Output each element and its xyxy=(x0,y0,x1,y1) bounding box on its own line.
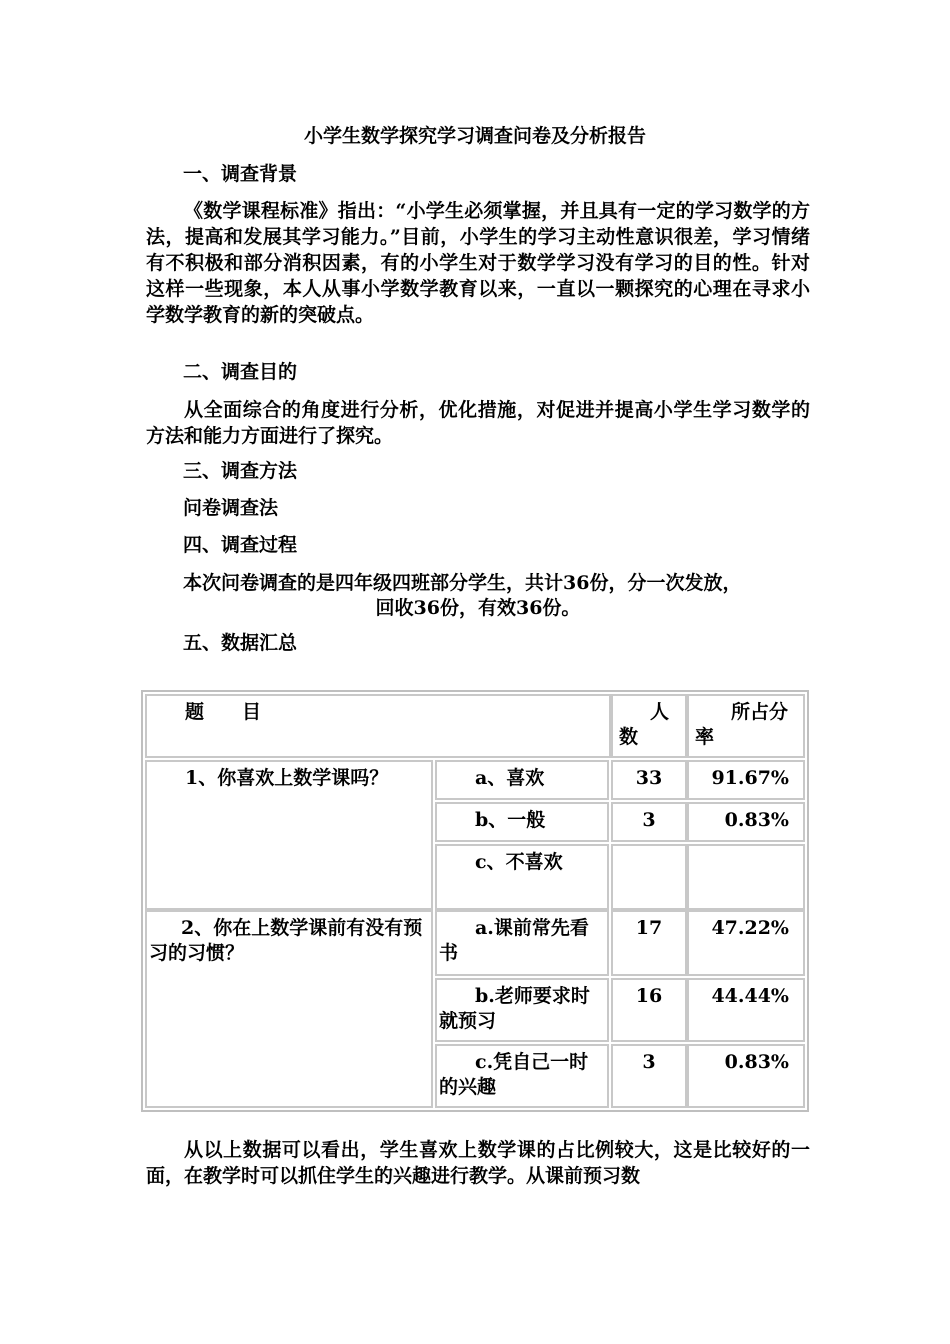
section-heading-data: 五、数据汇总 xyxy=(183,632,298,654)
section-body-process-line1: 本次问卷调查的是四年级四班部分学生，共计36份，分一次发放， xyxy=(183,572,742,594)
table-row-q2-rate-c: 0.83% xyxy=(687,1044,805,1108)
section-heading-purpose: 二、调查目的 xyxy=(183,361,298,383)
table-row-q2-count-c: 3 xyxy=(611,1044,687,1108)
table-header-question: 题 目 xyxy=(145,694,611,758)
table-row-q1-option-b: b、一般 xyxy=(435,802,609,842)
table-row-q1-count-c xyxy=(611,844,687,910)
table-row-q1-question: 1、你喜欢上数学课吗？ xyxy=(145,760,433,910)
section-body-method: 问卷调查法 xyxy=(183,497,279,519)
table-header-rate-part1: 所占分 xyxy=(731,701,789,723)
table-row-q2-rate-b: 44.44% xyxy=(687,978,805,1042)
table-row-q1-option-c: c、不喜欢 xyxy=(435,844,609,910)
section-heading-background: 一、调查背景 xyxy=(183,163,298,185)
table-row-q1-count-a: 33 xyxy=(611,760,687,800)
table-header-rate xyxy=(687,694,805,758)
table-row-q1-rate-c xyxy=(687,844,805,910)
table-row-q2-option-a: a.课前常先看书 xyxy=(435,910,609,976)
data-summary-table xyxy=(141,690,809,1112)
document-title: 小学生数学探究学习调查问卷及分析报告 xyxy=(303,125,646,147)
table-row-q2-question: 2、你在上数学课前有没有预习的习惯？ xyxy=(145,910,433,1108)
table-header-count-part2: 数 xyxy=(619,726,639,748)
table-row-q1-rate-b: 0.83% xyxy=(687,802,805,842)
table-header-count xyxy=(611,694,687,758)
table-header-rate-part2: 率 xyxy=(695,726,715,748)
section-body-process-line2: 回收36份，有效36份。 xyxy=(375,597,581,619)
table-row-q2-option-b: b.老师要求时就预习 xyxy=(435,978,609,1042)
section-body-background: 《数学课程标准》指出：“小学生必须掌握，并且具有一定的学习数学的方法，提高和发展其学习能力。”目前，小学生的学习主动性意识很差，学习情绪有不积极和部分消积因素，有的小学生对于数学学习没有学习的目的性。针对这样一些现象，本人从事小学数学教育以来，一直以一颗探究的心理在寻求小学数学教育的新的突破点。 xyxy=(146,200,810,326)
table-row-q2-rate-a: 47.22% xyxy=(687,910,805,976)
table-row-q2-count-a: 17 xyxy=(611,910,687,976)
section-body-purpose: 从全面综合的角度进行分析，优化措施，对促进并提高小学生学习数学的方法和能力方面进行了探究。 xyxy=(146,399,810,447)
table-header-count-part1: 人 xyxy=(649,701,669,723)
section-heading-method: 三、调查方法 xyxy=(183,460,298,482)
table-row-q1-option-a: a、喜欢 xyxy=(435,760,609,800)
table-row-q2-option-c: c.凭自己一时的兴趣 xyxy=(435,1044,609,1108)
section-heading-process: 四、调查过程 xyxy=(183,534,298,556)
table-row-q2-count-b: 16 xyxy=(611,978,687,1042)
table-row-q1-rate-a: 91.67% xyxy=(687,760,805,800)
conclusion-paragraph: 从以上数据可以看出，学生喜欢上数学课的占比例较大，这是比较好的一面，在教学时可以抓住学生的兴趣进行教学。从课前预习数 xyxy=(146,1139,810,1187)
table-row-q1-count-b: 3 xyxy=(611,802,687,842)
